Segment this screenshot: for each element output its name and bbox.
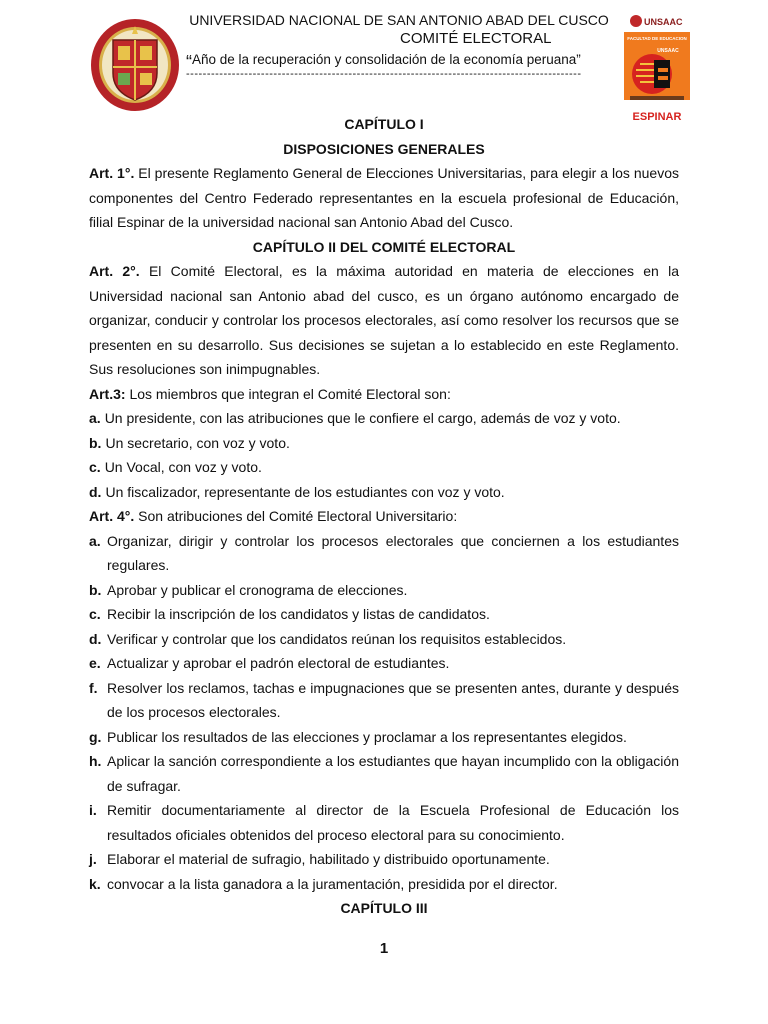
list-item-text: Remitir documentariamente al director de la Escuela Profesional de Educación los resultados oficiales obtenidos del proceso electoral para su conocimiento. <box>107 802 679 843</box>
list-item <box>89 725 679 750</box>
list-item-text: Aplicar la sanción correspondiente a los estudiantes que hayan incumplido con la obligación de sufragar. <box>107 753 679 794</box>
list-item <box>89 602 679 627</box>
document-body <box>89 112 679 921</box>
list-item <box>89 627 679 652</box>
list-item-label: d. <box>89 630 102 647</box>
list-item <box>89 651 679 676</box>
chapter-3-heading: CAPÍTULO III <box>340 900 428 916</box>
list-item-text: Un presidente, con las atribuciones que le confiere el cargo, además de voz y voto. <box>104 410 621 426</box>
committee-name: COMITÉ ELECTORAL <box>400 30 552 47</box>
logo-bottom-text: ESPINAR <box>632 111 682 123</box>
list-item-label: c. <box>89 606 101 622</box>
article-4-text: Son atribuciones del Comité Electoral Universitario: <box>134 508 458 524</box>
motto-text: Año de la recuperación y consolidación de la economía peruana” <box>192 52 581 67</box>
page-number: 1 <box>379 940 389 957</box>
list-item <box>89 455 679 480</box>
list-item-label: k. <box>89 875 101 892</box>
list-item-label: h. <box>89 753 102 769</box>
list-item <box>89 578 679 603</box>
list-item-label: d. <box>89 483 102 500</box>
list-item-text: Organizar, dirigir y controlar los procesos electorales que conciernen a los estudiantes regulares. <box>107 532 679 573</box>
logo-top-text: UNSAAC <box>644 17 683 27</box>
list-item-text: Elaborar el material de sufragio, habilitado y distribuido oportunamente. <box>107 851 550 867</box>
list-item <box>89 676 679 725</box>
article-4-label: Art. 4°. <box>89 508 135 524</box>
logo-faculty-text: FACULTAD DE EDUCACION <box>627 36 687 41</box>
motto-open-quote: “ <box>186 52 192 72</box>
chapter-1-title: DISPOSICIONES GENERALES <box>283 140 485 157</box>
list-item-label: f. <box>89 679 98 696</box>
article-3 <box>89 382 679 407</box>
list-item-label: j. <box>89 851 97 867</box>
header-divider: ----------------------------------------------------------------------------------------------- <box>186 70 582 78</box>
chapter-1-heading: CAPÍTULO I <box>344 116 424 132</box>
article-2-text: El Comité Electoral, es la máxima autoridad en materia de elecciones en la Universidad nacional san Antonio abad del cusco, es un órgano autónomo encargado de organizar, conducir y controlar los procesos electorales, así como resolver los recursos que se presenten en su desarrollo. Sus decisiones se sujetan a lo establecido en este Reglamento. Sus resoluciones son inimpugnables. <box>89 263 679 377</box>
list-item-text: Recibir la inscripción de los candidatos y listas de candidatos. <box>107 606 490 622</box>
list-item-label: e. <box>89 655 101 671</box>
list-item-text: Verificar y controlar que los candidatos reúnan los requisitos establecidos. <box>107 630 567 647</box>
faculty-logo-icon <box>622 12 692 128</box>
article-2-label: Art. 2°. <box>89 263 140 279</box>
list-item-text: Un secretario, con voz y voto. <box>105 434 290 451</box>
chapter-2-heading: CAPÍTULO II DEL COMITÉ ELECTORAL <box>252 238 516 255</box>
university-seal-icon <box>90 18 180 113</box>
list-item-text: Un Vocal, con voz y voto. <box>104 459 262 475</box>
logo-sub-text: UNSAAC <box>657 48 679 54</box>
list-item-text: convocar a la lista ganadora a la juramentación, presidida por el director. <box>107 875 558 892</box>
article-3-text: Los miembros que integran el Comité Electoral son: <box>125 385 451 402</box>
list-item-label: b. <box>89 434 102 451</box>
list-item <box>89 872 679 897</box>
document-header <box>0 0 768 130</box>
list-item <box>89 847 679 872</box>
article-4 <box>89 504 679 529</box>
list-item <box>89 480 679 505</box>
list-item <box>89 431 679 456</box>
university-name: UNIVERSIDAD NACIONAL DE SAN ANTONIO ABAD DEL CUSCO <box>189 12 609 28</box>
list-item-label: a. <box>89 532 101 549</box>
list-item <box>89 749 679 798</box>
list-item-label: i. <box>89 802 97 818</box>
list-item-text: Un fiscalizador, representante de los estudiantes con voz y voto. <box>105 483 505 500</box>
article-1-text: El presente Reglamento General de Elecciones Universitarias, para elegir a los nuevos componentes del Centro Federado representantes en la escuela profesional de Educación, filial Espinar de la universidad nacional san Antonio Abad del Cusco. <box>89 165 679 230</box>
list-item <box>89 798 679 847</box>
list-item <box>89 529 679 578</box>
list-item-text: Resolver los reclamos, tachas e impugnaciones que se presenten antes, durante y después de los procesos electorales. <box>107 679 679 720</box>
article-1-label: Art. 1°. <box>89 165 135 181</box>
list-item-label: b. <box>89 581 102 598</box>
list-item-text: Publicar los resultados de las elecciones y proclamar a los representantes elegidos. <box>107 728 627 745</box>
list-item-label: c. <box>89 459 101 475</box>
list-item <box>89 406 679 431</box>
article-2 <box>89 259 679 382</box>
list-item-text: Aprobar y publicar el cronograma de elecciones. <box>107 581 408 598</box>
article-3-label: Art.3: <box>89 385 126 402</box>
list-item-label: g. <box>89 728 102 745</box>
list-item-label: a. <box>89 410 101 426</box>
list-item-text: Actualizar y aprobar el padrón electoral de estudiantes. <box>107 655 450 671</box>
article-1 <box>89 161 679 235</box>
